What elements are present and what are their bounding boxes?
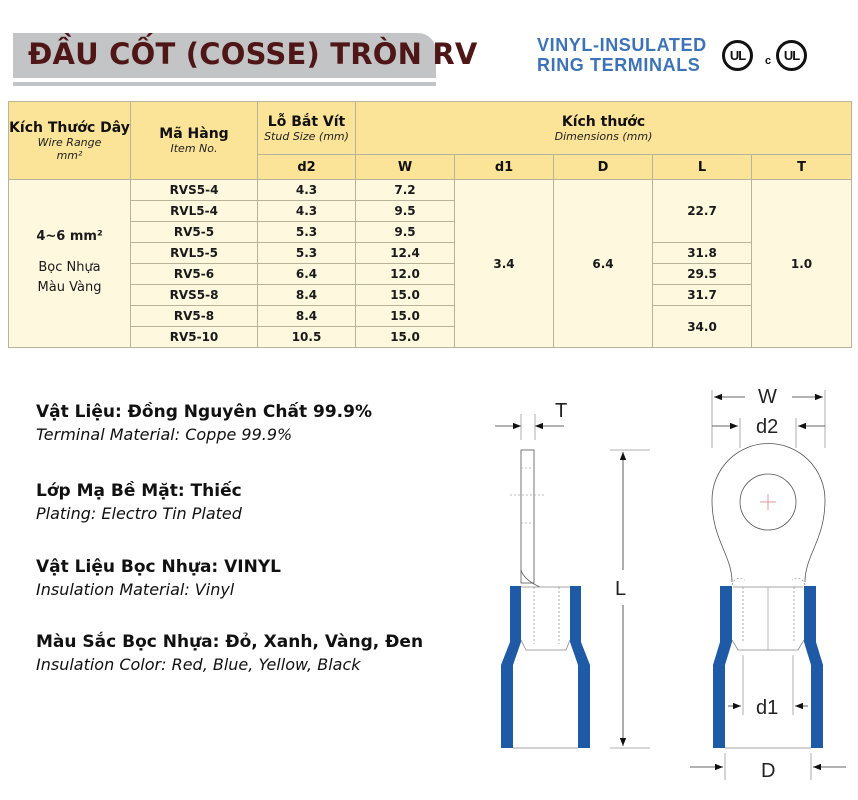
- w-cell: 9.5: [356, 222, 455, 243]
- T-label: T: [555, 400, 568, 422]
- L-cell: 22.7: [653, 180, 752, 243]
- col-D: D: [554, 155, 653, 180]
- col-W: W: [356, 155, 455, 180]
- d2-label: d2: [756, 416, 779, 438]
- D-cell: 6.4: [554, 180, 653, 348]
- wire-range-cell: 4~6 mm² Bọc Nhựa Màu Vàng: [9, 180, 131, 348]
- d2-cell: 4.3: [258, 201, 356, 222]
- item-cell: RV5-8: [131, 306, 258, 327]
- L-label: L: [615, 578, 627, 600]
- item-cell: RVS5-4: [131, 180, 258, 201]
- T-cell: 1.0: [752, 180, 852, 348]
- page-title: ĐẦU CỐT (COSSE) TRÒN RV: [28, 37, 478, 71]
- w-cell: 12.4: [356, 243, 455, 264]
- product-subtitle: [537, 35, 707, 75]
- L-cell: 34.0: [653, 306, 752, 348]
- header-item-no: Mã Hàng Item No.: [131, 102, 258, 180]
- spec-table: [8, 101, 852, 348]
- item-cell: RV5-5: [131, 222, 258, 243]
- w-cell: 7.2: [356, 180, 455, 201]
- subtitle-line-2: RING TERMINALS: [537, 55, 701, 75]
- L-cell: 31.8: [653, 243, 752, 264]
- spec-insulation-color: Màu Sắc Bọc Nhựa: Đỏ, Xanh, Vàng, Đen Insulation Color: Red, Blue, Yellow, Black: [36, 632, 424, 674]
- w-cell: 15.0: [356, 285, 455, 306]
- L-cell: 31.7: [653, 285, 752, 306]
- table-row: [9, 264, 852, 285]
- D-label: D: [761, 760, 776, 782]
- item-cell: RV5-10: [131, 327, 258, 348]
- col-T: T: [752, 155, 852, 180]
- subtitle-line-1: VINYL-INSULATED: [537, 35, 707, 55]
- d1-label: d1: [756, 697, 779, 719]
- title-underline: [13, 82, 436, 86]
- d2-cell: 8.4: [258, 285, 356, 306]
- item-cell: RVS5-8: [131, 285, 258, 306]
- d2-cell: 8.4: [258, 306, 356, 327]
- item-cell: RVL5-5: [131, 243, 258, 264]
- col-d1: d1: [455, 155, 554, 180]
- spec-material: Vật Liệu: Đồng Nguyên Chất 99.9% Terminal Material: Coppe 99.9%: [36, 402, 372, 444]
- ul-canada-prefix: c: [765, 55, 772, 67]
- d2-cell: 6.4: [258, 264, 356, 285]
- w-cell: 9.5: [356, 201, 455, 222]
- d2-cell: 10.5: [258, 327, 356, 348]
- w-cell: 12.0: [356, 264, 455, 285]
- L-cell: 29.5: [653, 264, 752, 285]
- col-L: L: [653, 155, 752, 180]
- ring-terminal-diagram: [480, 370, 858, 800]
- spec-insulation-material: Vật Liệu Bọc Nhựa: VINYL Insulation Material: Vinyl: [36, 557, 281, 599]
- header-wire-range: Kích Thước Dây Wire Range mm²: [9, 102, 131, 180]
- col-d2: d2: [258, 155, 356, 180]
- header-dimensions: Kích thước Dimensions (mm): [356, 102, 852, 155]
- d2-cell: 5.3: [258, 222, 356, 243]
- item-cell: RV5-6: [131, 264, 258, 285]
- w-cell: 15.0: [356, 306, 455, 327]
- W-label: W: [758, 386, 777, 408]
- side-insulation: [501, 586, 590, 748]
- table-row: [9, 285, 852, 306]
- table-row: [9, 243, 852, 264]
- d1-cell: 3.4: [455, 180, 554, 348]
- ul-certification-icon: UL: [722, 40, 753, 71]
- spec-plating: Lớp Mạ Bề Mặt: Thiếc Plating: Electro Tin Plated: [36, 481, 242, 523]
- side-view: [495, 414, 570, 644]
- d2-cell: 4.3: [258, 180, 356, 201]
- d2-cell: 5.3: [258, 243, 356, 264]
- item-cell: RVL5-4: [131, 201, 258, 222]
- header-stud-size: Lỗ Bắt Vít Stud Size (mm): [258, 102, 356, 155]
- table-row: [9, 306, 852, 327]
- w-cell: 15.0: [356, 327, 455, 348]
- table-row: [9, 180, 852, 201]
- cul-certification-icon: UL: [776, 40, 807, 71]
